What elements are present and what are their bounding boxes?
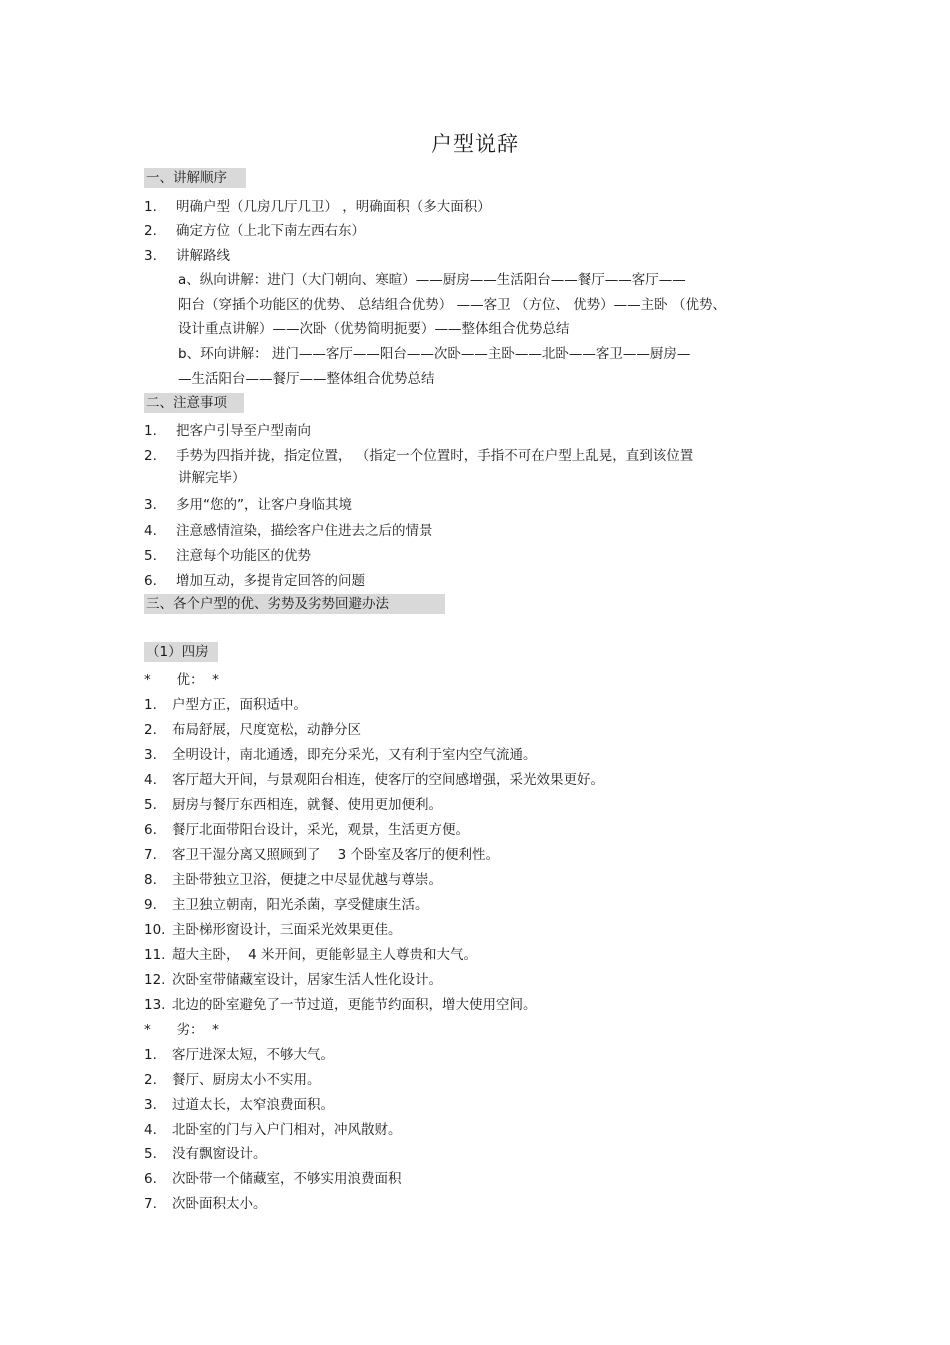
item-number: 3.	[144, 497, 157, 513]
item-text: 注意感情渲染，描绘客户住进去之后的情景	[176, 523, 433, 539]
note-item-6	[144, 572, 365, 590]
note-item-4	[144, 522, 433, 540]
item-number: 2.	[144, 223, 157, 239]
cons-item: 4. 北卧室的门与入户门相对，冲风散财。	[144, 1122, 402, 1138]
pros-item: 13. 北边的卧室避免了一节过道，更能节约面积，增大使用空间。	[144, 997, 537, 1013]
item-text: 多用“您的”，让客户身临其境	[176, 497, 352, 513]
item-text: 增加互动，多提肯定回答的问题	[176, 573, 365, 589]
item-text: 手势为四指并拢，指定位置， （指定一个位置时，手指不可在户型上乱晃，直到该位置	[176, 448, 694, 464]
note-item-2	[144, 447, 693, 465]
pros-item: 1. 户型方正，面积适中。	[144, 697, 307, 713]
pros-item: 3. 全明设计，南北通透，即充分采光，又有利于室内空气流通。	[144, 747, 537, 763]
order-item-2	[144, 222, 365, 240]
section-heading-order: 一、讲解顺序	[144, 168, 246, 188]
route-ring-line-1: b、环向讲解： 进门——客厅——阳台——次卧——主卧——北卧——客卫——厨房—	[178, 346, 691, 362]
item-text: 把客户引导至户型南向	[176, 423, 311, 439]
note-item-3	[144, 496, 352, 514]
order-item-3	[144, 247, 230, 265]
item-text: 讲解路线	[176, 248, 230, 264]
pros-item: 7. 客卫干湿分离又照顾到了 3 个卧室及客厅的便利性。	[144, 847, 500, 863]
cons-item: 1. 客厅进深太短，不够大气。	[144, 1047, 334, 1063]
route-ring-line-2: —生活阳台——餐厅——整体组合优势总结	[178, 371, 435, 387]
item-number: 6.	[144, 573, 157, 589]
item-text: 明确户型（几房几厅几卫） ，明确面积（多大面积）	[176, 199, 491, 215]
pros-item: 12. 次卧室带储藏室设计，居家生活人性化设计。	[144, 972, 442, 988]
route-vertical-line-3: 设计重点讲解）——次卧（优势简明扼要）——整体组合优势总结	[178, 321, 570, 337]
note-item-2-continued: 讲解完毕）	[178, 470, 246, 486]
cons-item: 2. 餐厅、厨房太小不实用。	[144, 1072, 321, 1088]
cons-item: 6. 次卧带一个储藏室，不够实用浪费面积	[144, 1171, 402, 1187]
pros-item: 2. 布局舒展，尺度宽松，动静分区	[144, 722, 361, 738]
item-number: 3.	[144, 248, 157, 264]
section-heading-unit-analysis: 三、各个户型的优、劣势及劣势回避办法	[144, 594, 445, 614]
pros-item: 5. 厨房与餐厅东西相连，就餐、使用更加便利。	[144, 797, 442, 813]
cons-item: 5. 没有飘窗设计。	[144, 1146, 267, 1162]
cons-item: 3. 过道太长，太窄浪费面积。	[144, 1097, 334, 1113]
item-number: 5.	[144, 548, 157, 564]
note-item-5	[144, 547, 311, 565]
pros-heading: * 优： *	[144, 672, 219, 688]
cons-heading: * 劣： *	[144, 1022, 219, 1038]
item-number: 2.	[144, 448, 157, 464]
pros-item: 8. 主卧带独立卫浴，便捷之中尽显优越与尊崇。	[144, 872, 442, 888]
pros-item: 6. 餐厅北面带阳台设计，采光，观景，生活更方便。	[144, 822, 469, 838]
cons-item: 7. 次卧面积太小。	[144, 1196, 267, 1212]
item-text: 注意每个功能区的优势	[176, 548, 311, 564]
item-text: 确定方位（上北下南左西右东）	[176, 223, 365, 239]
pros-item: 4. 客厅超大开间，与景观阳台相连，使客厅的空间感增强，采光效果更好。	[144, 772, 604, 788]
item-number: 4.	[144, 523, 157, 539]
pros-item: 10. 主卧梯形窗设计，三面采光效果更佳。	[144, 922, 402, 938]
note-item-1	[144, 422, 311, 440]
order-item-1	[144, 198, 491, 216]
pros-item: 11. 超大主卧， 4 米开间，更能彰显主人尊贵和大气。	[144, 947, 477, 963]
pros-item: 9. 主卫独立朝南，阳光杀菌，享受健康生活。	[144, 897, 429, 913]
subsection-heading-four-room: （1）四房	[144, 642, 218, 662]
document-title: 户型说辞	[431, 132, 519, 156]
item-number: 1.	[144, 423, 157, 439]
section-heading-notes: 二、注意事项	[144, 393, 244, 413]
route-vertical-line-2: 阳台（穿插个功能区的优势、 总结组合优势） ——客卫 （方位、 优势）——主卧 （优势、	[178, 297, 726, 313]
item-number: 1.	[144, 199, 157, 215]
route-vertical-line-1: a、纵向讲解：进门（大门朝向、寒暄）——厨房——生活阳台——餐厅——客厅——	[178, 272, 686, 288]
